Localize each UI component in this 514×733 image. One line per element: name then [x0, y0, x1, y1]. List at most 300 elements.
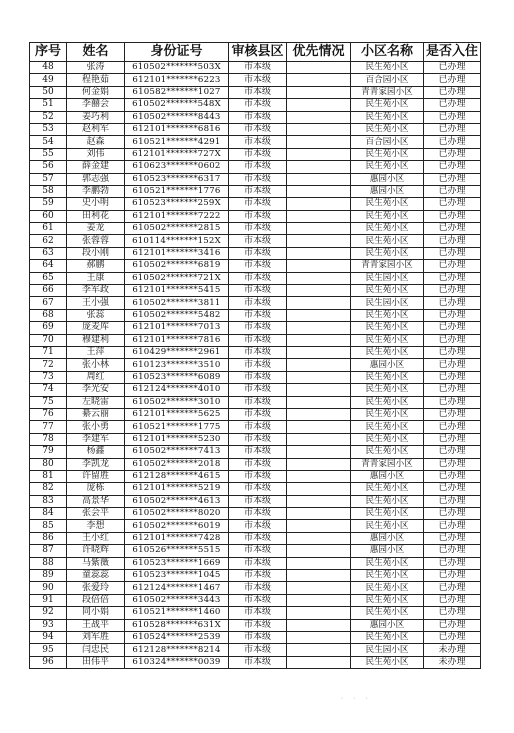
priority-cell — [287, 656, 351, 668]
priority-cell — [287, 384, 351, 396]
status-cell: 已办理 — [424, 582, 481, 594]
community-cell: 民生苑小区 — [351, 631, 424, 643]
id-number-cell: 610114*******152X — [125, 235, 229, 247]
priority-cell — [287, 223, 351, 235]
seq-cell: 96 — [30, 656, 67, 668]
name-cell: 左晓雷 — [67, 396, 125, 408]
table-row — [30, 607, 481, 619]
county-cell: 市本级 — [229, 656, 287, 668]
seq-cell: 52 — [30, 111, 67, 123]
seq-cell: 67 — [30, 297, 67, 309]
status-cell: 已办理 — [424, 86, 481, 98]
seq-cell: 81 — [30, 470, 67, 482]
name-cell: 程艳茹 — [67, 74, 125, 86]
name-cell: 王战平 — [67, 619, 125, 631]
id-number-cell: 612101*******7816 — [125, 334, 229, 346]
id-number-cell: 610582*******1027 — [125, 86, 229, 98]
priority-cell — [287, 483, 351, 495]
table-row — [30, 644, 481, 656]
table-row — [30, 322, 481, 334]
name-cell: 李囍会 — [67, 99, 125, 111]
id-number-cell: 610502*******721X — [125, 272, 229, 284]
header-community: 小区名称 — [351, 43, 424, 62]
status-cell: 已办理 — [424, 433, 481, 445]
id-number-cell: 610521*******4291 — [125, 136, 229, 148]
county-cell: 市本级 — [229, 532, 287, 544]
community-cell: 民生苑小区 — [351, 334, 424, 346]
status-cell: 已办理 — [424, 260, 481, 272]
table-row — [30, 446, 481, 458]
county-cell: 市本级 — [229, 322, 287, 334]
status-cell: 已办理 — [424, 161, 481, 173]
name-cell: 庞麦库 — [67, 322, 125, 334]
table-row — [30, 433, 481, 445]
county-cell: 市本级 — [229, 123, 287, 135]
name-cell: 张会平 — [67, 508, 125, 520]
name-cell: 姜巧利 — [67, 111, 125, 123]
county-cell: 市本级 — [229, 433, 287, 445]
name-cell: 童蕊蕊 — [67, 570, 125, 582]
priority-cell — [287, 433, 351, 445]
seq-cell: 83 — [30, 495, 67, 507]
name-cell: 李军政 — [67, 285, 125, 297]
status-cell: 已办理 — [424, 446, 481, 458]
seq-cell: 56 — [30, 161, 67, 173]
name-cell: 穆建利 — [67, 334, 125, 346]
name-cell: 杨鑫 — [67, 446, 125, 458]
id-number-cell: 610502*******5482 — [125, 309, 229, 321]
id-number-cell: 610502*******3811 — [125, 297, 229, 309]
priority-cell — [287, 185, 351, 197]
community-cell: 惠园小区 — [351, 470, 424, 482]
county-cell: 市本级 — [229, 346, 287, 358]
priority-cell — [287, 458, 351, 470]
community-cell: 民生苑小区 — [351, 99, 424, 111]
seq-cell: 64 — [30, 260, 67, 272]
name-cell: 田利花 — [67, 210, 125, 222]
name-cell: 张爱玲 — [67, 582, 125, 594]
table-row — [30, 396, 481, 408]
status-cell: 已办理 — [424, 309, 481, 321]
id-number-cell: 612101*******6223 — [125, 74, 229, 86]
community-cell: 民生苑小区 — [351, 322, 424, 334]
status-cell: 已办理 — [424, 185, 481, 197]
id-number-cell: 610502*******4613 — [125, 495, 229, 507]
priority-cell — [287, 470, 351, 482]
community-cell: 民生苑小区 — [351, 247, 424, 259]
priority-cell — [287, 532, 351, 544]
name-cell: 同小娟 — [67, 607, 125, 619]
priority-cell — [287, 260, 351, 272]
seq-cell: 66 — [30, 285, 67, 297]
table-row — [30, 483, 481, 495]
seq-cell: 73 — [30, 371, 67, 383]
name-cell: 郝鹏 — [67, 260, 125, 272]
id-number-cell: 612101*******7222 — [125, 210, 229, 222]
id-number-cell: 610526*******5515 — [125, 545, 229, 557]
community-cell: 民生苑小区 — [351, 396, 424, 408]
community-cell: 民生苑小区 — [351, 198, 424, 210]
id-number-cell: 610502*******8443 — [125, 111, 229, 123]
county-cell: 市本级 — [229, 619, 287, 631]
id-number-cell: 610502*******6019 — [125, 520, 229, 532]
status-cell: 已办理 — [424, 458, 481, 470]
status-cell: 已办理 — [424, 495, 481, 507]
seq-cell: 91 — [30, 594, 67, 606]
id-number-cell: 612101*******6816 — [125, 123, 229, 135]
community-cell: 百合园小区 — [351, 136, 424, 148]
id-number-cell: 610502*******7413 — [125, 446, 229, 458]
id-number-cell: 612101*******7428 — [125, 532, 229, 544]
table-row — [30, 210, 481, 222]
status-cell: 已办理 — [424, 545, 481, 557]
status-cell: 已办理 — [424, 408, 481, 420]
name-cell: 薛金建 — [67, 161, 125, 173]
seq-cell: 78 — [30, 433, 67, 445]
county-cell: 市本级 — [229, 223, 287, 235]
table-row — [30, 570, 481, 582]
table-row — [30, 384, 481, 396]
county-cell: 市本级 — [229, 148, 287, 160]
status-cell: 已办理 — [424, 570, 481, 582]
id-number-cell: 610523*******1045 — [125, 570, 229, 582]
seq-cell: 88 — [30, 557, 67, 569]
seq-cell: 59 — [30, 198, 67, 210]
priority-cell — [287, 173, 351, 185]
priority-cell — [287, 210, 351, 222]
id-number-cell: 612101*******5230 — [125, 433, 229, 445]
priority-cell — [287, 644, 351, 656]
status-cell: 已办理 — [424, 210, 481, 222]
name-cell: 王小强 — [67, 297, 125, 309]
county-cell: 市本级 — [229, 371, 287, 383]
priority-cell — [287, 297, 351, 309]
county-cell: 市本级 — [229, 86, 287, 98]
county-cell: 市本级 — [229, 272, 287, 284]
community-cell: 民生苑小区 — [351, 433, 424, 445]
seq-cell: 48 — [30, 62, 67, 74]
seq-cell: 51 — [30, 99, 67, 111]
table-row — [30, 371, 481, 383]
table-row — [30, 631, 481, 643]
community-cell: 民生苑小区 — [351, 111, 424, 123]
county-cell: 市本级 — [229, 446, 287, 458]
seq-cell: 95 — [30, 644, 67, 656]
community-cell: 民生苑小区 — [351, 520, 424, 532]
table-row — [30, 408, 481, 420]
county-cell: 市本级 — [229, 297, 287, 309]
seq-cell: 68 — [30, 309, 67, 321]
table-row — [30, 421, 481, 433]
status-cell: 已办理 — [424, 607, 481, 619]
community-cell: 民生苑小区 — [351, 148, 424, 160]
name-cell: 刘伟 — [67, 148, 125, 160]
name-cell: 李鹏勃 — [67, 185, 125, 197]
table-row — [30, 495, 481, 507]
id-number-cell: 612101*******5219 — [125, 483, 229, 495]
status-cell: 已办理 — [424, 74, 481, 86]
priority-cell — [287, 198, 351, 210]
seq-cell: 92 — [30, 607, 67, 619]
community-cell: 百合园小区 — [351, 74, 424, 86]
name-cell: 张涛 — [67, 62, 125, 74]
status-cell: 已办理 — [424, 173, 481, 185]
table-row — [30, 359, 481, 371]
county-cell: 市本级 — [229, 74, 287, 86]
county-cell: 市本级 — [229, 508, 287, 520]
name-cell: 马紫薇 — [67, 557, 125, 569]
header-seq: 序号 — [30, 43, 67, 62]
priority-cell — [287, 594, 351, 606]
name-cell: 李想 — [67, 520, 125, 532]
id-number-cell: 610528*******631X — [125, 619, 229, 631]
id-number-cell: 610623*******0602 — [125, 161, 229, 173]
name-cell: 许留胜 — [67, 470, 125, 482]
seq-cell: 79 — [30, 446, 67, 458]
name-cell: 李建军 — [67, 433, 125, 445]
county-cell: 市本级 — [229, 582, 287, 594]
county-cell: 市本级 — [229, 309, 287, 321]
community-cell: 民生苑小区 — [351, 483, 424, 495]
name-cell: 王小红 — [67, 532, 125, 544]
watermark: · · · — [340, 692, 371, 707]
status-cell: 已办理 — [424, 285, 481, 297]
name-cell: 何金娟 — [67, 86, 125, 98]
community-cell: 民生苑小区 — [351, 235, 424, 247]
table-row — [30, 161, 481, 173]
county-cell: 市本级 — [229, 384, 287, 396]
id-number-cell: 610502*******3443 — [125, 594, 229, 606]
community-cell: 民生苑小区 — [351, 656, 424, 668]
id-number-cell: 610502*******6819 — [125, 260, 229, 272]
seq-cell: 76 — [30, 408, 67, 420]
county-cell: 市本级 — [229, 260, 287, 272]
county-cell: 市本级 — [229, 198, 287, 210]
status-cell: 已办理 — [424, 99, 481, 111]
priority-cell — [287, 359, 351, 371]
seq-cell: 62 — [30, 235, 67, 247]
status-cell: 已办理 — [424, 123, 481, 135]
seq-cell: 63 — [30, 247, 67, 259]
county-cell: 市本级 — [229, 359, 287, 371]
header-name: 姓名 — [67, 43, 125, 62]
id-number-cell: 610521*******1460 — [125, 607, 229, 619]
status-cell: 已办理 — [424, 346, 481, 358]
community-cell: 民生苑小区 — [351, 446, 424, 458]
seq-cell: 54 — [30, 136, 67, 148]
table-row — [30, 470, 481, 482]
table-row — [30, 173, 481, 185]
status-cell: 已办理 — [424, 421, 481, 433]
priority-cell — [287, 62, 351, 74]
priority-cell — [287, 557, 351, 569]
county-cell: 市本级 — [229, 520, 287, 532]
status-cell: 已办理 — [424, 62, 481, 74]
id-number-cell: 612124*******1467 — [125, 582, 229, 594]
id-number-cell: 610502*******3010 — [125, 396, 229, 408]
seq-cell: 90 — [30, 582, 67, 594]
id-number-cell: 612124*******4010 — [125, 384, 229, 396]
housing-allocation-table — [29, 42, 481, 669]
table-row — [30, 619, 481, 631]
name-cell: 庞栋 — [67, 483, 125, 495]
community-cell: 惠园小区 — [351, 545, 424, 557]
seq-cell: 53 — [30, 123, 67, 135]
status-cell: 已办理 — [424, 148, 481, 160]
name-cell: 史小明 — [67, 198, 125, 210]
id-number-cell: 612101*******7013 — [125, 322, 229, 334]
name-cell: 赵利军 — [67, 123, 125, 135]
seq-cell: 60 — [30, 210, 67, 222]
table-row — [30, 297, 481, 309]
table-row — [30, 285, 481, 297]
county-cell: 市本级 — [229, 62, 287, 74]
id-number-cell: 612128*******8214 — [125, 644, 229, 656]
name-cell: 赵森 — [67, 136, 125, 148]
county-cell: 市本级 — [229, 396, 287, 408]
community-cell: 民生苑小区 — [351, 384, 424, 396]
table-row — [30, 111, 481, 123]
seq-cell: 50 — [30, 86, 67, 98]
community-cell: 惠园小区 — [351, 532, 424, 544]
status-cell: 已办理 — [424, 198, 481, 210]
seq-cell: 61 — [30, 223, 67, 235]
community-cell: 民生苑小区 — [351, 285, 424, 297]
community-cell: 惠园小区 — [351, 185, 424, 197]
table-row — [30, 62, 481, 74]
community-cell: 民生苑小区 — [351, 223, 424, 235]
priority-cell — [287, 99, 351, 111]
community-cell: 民生园小区 — [351, 297, 424, 309]
county-cell: 市本级 — [229, 570, 287, 582]
status-cell: 已办理 — [424, 272, 481, 284]
seq-cell: 84 — [30, 508, 67, 520]
county-cell: 市本级 — [229, 334, 287, 346]
table-row — [30, 260, 481, 272]
county-cell: 市本级 — [229, 285, 287, 297]
name-cell: 许晓辉 — [67, 545, 125, 557]
community-cell: 民生苑小区 — [351, 123, 424, 135]
table-row — [30, 520, 481, 532]
id-number-cell: 610502*******2018 — [125, 458, 229, 470]
priority-cell — [287, 408, 351, 420]
id-number-cell: 610523*******6089 — [125, 371, 229, 383]
seq-cell: 80 — [30, 458, 67, 470]
county-cell: 市本级 — [229, 557, 287, 569]
priority-cell — [287, 148, 351, 160]
county-cell: 市本级 — [229, 470, 287, 482]
priority-cell — [287, 607, 351, 619]
community-cell: 民生苑小区 — [351, 408, 424, 420]
status-cell: 已办理 — [424, 508, 481, 520]
priority-cell — [287, 631, 351, 643]
name-cell: 高景华 — [67, 495, 125, 507]
community-cell: 惠园小区 — [351, 619, 424, 631]
county-cell: 市本级 — [229, 99, 287, 111]
county-cell: 市本级 — [229, 136, 287, 148]
table-row — [30, 123, 481, 135]
id-number-cell: 612101*******5415 — [125, 285, 229, 297]
status-cell: 已办理 — [424, 322, 481, 334]
id-number-cell: 610521*******1776 — [125, 185, 229, 197]
priority-cell — [287, 86, 351, 98]
id-number-cell: 610502*******8020 — [125, 508, 229, 520]
name-cell: 綦云丽 — [67, 408, 125, 420]
table-row — [30, 545, 481, 557]
priority-cell — [287, 545, 351, 557]
id-number-cell: 612101*******5625 — [125, 408, 229, 420]
community-cell: 民生苑小区 — [351, 62, 424, 74]
seq-cell: 94 — [30, 631, 67, 643]
county-cell: 市本级 — [229, 644, 287, 656]
table-row — [30, 346, 481, 358]
community-cell: 惠园小区 — [351, 359, 424, 371]
seq-cell: 85 — [30, 520, 67, 532]
status-cell: 已办理 — [424, 396, 481, 408]
county-cell: 市本级 — [229, 235, 287, 247]
county-cell: 市本级 — [229, 458, 287, 470]
county-cell: 市本级 — [229, 408, 287, 420]
community-cell: 民生苑小区 — [351, 495, 424, 507]
id-number-cell: 612101*******727X — [125, 148, 229, 160]
table-row — [30, 99, 481, 111]
id-number-cell: 612128*******4615 — [125, 470, 229, 482]
seq-cell: 74 — [30, 384, 67, 396]
priority-cell — [287, 309, 351, 321]
priority-cell — [287, 247, 351, 259]
seq-cell: 55 — [30, 148, 67, 160]
status-cell: 已办理 — [424, 557, 481, 569]
county-cell: 市本级 — [229, 111, 287, 123]
name-cell: 李光安 — [67, 384, 125, 396]
id-number-cell: 610523*******6317 — [125, 173, 229, 185]
seq-cell: 89 — [30, 570, 67, 582]
table-row — [30, 458, 481, 470]
priority-cell — [287, 346, 351, 358]
name-cell: 张小林 — [67, 359, 125, 371]
seq-cell: 93 — [30, 619, 67, 631]
header-priority: 优先情况 — [287, 43, 351, 62]
status-cell: 已办理 — [424, 371, 481, 383]
community-cell: 民生苑小区 — [351, 582, 424, 594]
name-cell: 张小勇 — [67, 421, 125, 433]
community-cell: 民生苑小区 — [351, 161, 424, 173]
header-id-number: 身份证号 — [125, 43, 229, 62]
priority-cell — [287, 285, 351, 297]
status-cell: 已办理 — [424, 111, 481, 123]
name-cell: 姜龙 — [67, 223, 125, 235]
table-row — [30, 247, 481, 259]
id-number-cell: 610523*******1669 — [125, 557, 229, 569]
community-cell: 青青家园小区 — [351, 458, 424, 470]
seq-cell: 65 — [30, 272, 67, 284]
community-cell: 民生苑小区 — [351, 607, 424, 619]
county-cell: 市本级 — [229, 631, 287, 643]
seq-cell: 75 — [30, 396, 67, 408]
header-county: 审核县区 — [229, 43, 287, 62]
table-row — [30, 272, 481, 284]
name-cell: 田伟平 — [67, 656, 125, 668]
priority-cell — [287, 74, 351, 86]
priority-cell — [287, 520, 351, 532]
table-row — [30, 334, 481, 346]
table-row — [30, 594, 481, 606]
status-cell: 已办理 — [424, 619, 481, 631]
county-cell: 市本级 — [229, 161, 287, 173]
seq-cell: 57 — [30, 173, 67, 185]
status-cell: 已办理 — [424, 247, 481, 259]
community-cell: 民生苑小区 — [351, 594, 424, 606]
